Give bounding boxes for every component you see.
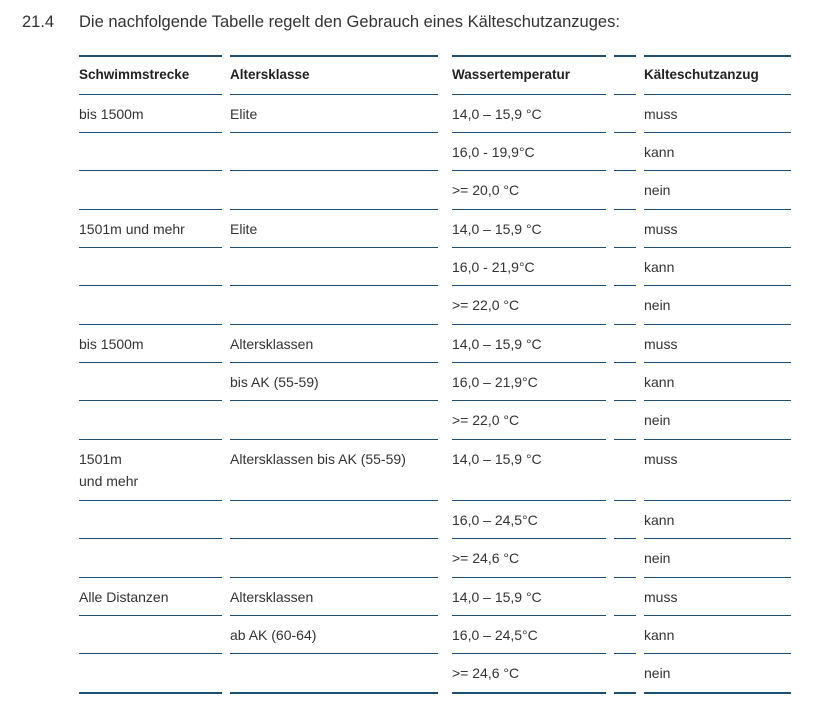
- table-cell-temp: 14,0 – 15,9 °C: [452, 106, 542, 122]
- table-cell-age: bis AK (55-59): [230, 374, 319, 390]
- table-cell-temp: 14,0 – 15,9 °C: [452, 221, 542, 237]
- row-rule: [614, 170, 636, 171]
- header-rule: [614, 94, 636, 95]
- header-rule: [644, 94, 791, 95]
- table-top-rule: [614, 55, 636, 57]
- row-rule: [452, 615, 606, 616]
- row-rule: [452, 209, 606, 210]
- row-rule: [452, 170, 606, 171]
- table-cell-temp: 16,0 – 24,5°C: [452, 512, 538, 528]
- row-rule: [644, 439, 791, 440]
- row-rule: [230, 324, 438, 325]
- table-cell-suit: nein: [644, 182, 671, 198]
- row-rule: [452, 400, 606, 401]
- row-rule: [614, 132, 636, 133]
- row-rule: [452, 132, 606, 133]
- row-rule: [452, 577, 606, 578]
- table-cell-distance: 1501m und mehr: [79, 451, 139, 489]
- row-rule: [79, 247, 222, 248]
- row-rule: [79, 324, 222, 325]
- table-cell-suit: nein: [644, 412, 671, 428]
- table-cell-suit: muss: [644, 589, 678, 605]
- table-cell-age: Altersklassen: [230, 336, 314, 352]
- table-cell-distance: bis 1500m: [79, 106, 144, 122]
- table-cell-suit: kann: [644, 512, 675, 528]
- row-rule: [614, 362, 636, 363]
- section-number: 21.4: [22, 13, 55, 31]
- table-bottom-rule: [452, 692, 606, 694]
- row-rule: [79, 653, 222, 654]
- row-rule: [79, 362, 222, 363]
- table-cell-suit: nein: [644, 665, 671, 681]
- table-cell-suit: nein: [644, 550, 671, 566]
- row-rule: [230, 653, 438, 654]
- header-rule: [452, 94, 606, 95]
- row-rule: [230, 285, 438, 286]
- table-cell-temp: >= 22,0 °C: [452, 297, 520, 313]
- table-cell-suit: muss: [644, 106, 678, 122]
- table-cell-suit: nein: [644, 297, 671, 313]
- row-rule: [79, 170, 222, 171]
- row-rule: [614, 400, 636, 401]
- row-rule: [452, 439, 606, 440]
- table-cell-temp: 16,0 – 21,9°C: [452, 374, 538, 390]
- row-rule: [644, 362, 791, 363]
- row-rule: [79, 538, 222, 539]
- row-rule: [644, 170, 791, 171]
- table-cell-temp: >= 22,0 °C: [452, 412, 520, 428]
- row-rule: [79, 400, 222, 401]
- row-rule: [452, 362, 606, 363]
- table-cell-suit: muss: [644, 336, 678, 352]
- table-bottom-rule: [644, 692, 791, 694]
- table-cell-temp: 16,0 – 24,5°C: [452, 627, 538, 643]
- row-rule: [230, 247, 438, 248]
- table-cell-suit: muss: [644, 451, 678, 467]
- column-header: Kälteschutzanzug: [644, 67, 759, 82]
- table-cell-age: Elite: [230, 106, 258, 122]
- row-rule: [614, 653, 636, 654]
- row-rule: [614, 324, 636, 325]
- row-rule: [614, 247, 636, 248]
- row-rule: [614, 615, 636, 616]
- row-rule: [644, 500, 791, 501]
- row-rule: [614, 439, 636, 440]
- row-rule: [644, 132, 791, 133]
- row-rule: [452, 285, 606, 286]
- row-rule: [230, 615, 438, 616]
- row-rule: [452, 538, 606, 539]
- row-rule: [230, 362, 438, 363]
- row-rule: [79, 500, 222, 501]
- table-cell-age: Altersklassen bis AK (55-59): [230, 451, 406, 467]
- row-rule: [644, 247, 791, 248]
- table-cell-temp: 16,0 - 19,9°C: [452, 144, 535, 160]
- row-rule: [614, 500, 636, 501]
- row-rule: [79, 132, 222, 133]
- table-cell-distance: 1501m und mehr: [79, 221, 185, 237]
- column-header: Wassertemperatur: [452, 67, 571, 82]
- row-rule: [644, 209, 791, 210]
- row-rule: [644, 538, 791, 539]
- table-cell-suit: kann: [644, 627, 675, 643]
- table-bottom-rule: [230, 692, 438, 694]
- table-top-rule: [230, 55, 438, 57]
- row-rule: [614, 209, 636, 210]
- header-rule: [79, 94, 222, 95]
- row-rule: [79, 209, 222, 210]
- column-header: Schwimmstrecke: [79, 67, 190, 82]
- section-intro: Die nachfolgende Tabelle regelt den Gebrauch eines Kälteschutzanzuges:: [79, 13, 620, 31]
- table-bottom-rule: [79, 692, 222, 694]
- row-rule: [230, 577, 438, 578]
- row-rule: [644, 324, 791, 325]
- row-rule: [614, 285, 636, 286]
- row-rule: [230, 170, 438, 171]
- row-rule: [452, 500, 606, 501]
- table-cell-suit: muss: [644, 221, 678, 237]
- table-cell-temp: 14,0 – 15,9 °C: [452, 589, 542, 605]
- table-cell-temp: >= 20,0 °C: [452, 182, 520, 198]
- row-rule: [452, 653, 606, 654]
- row-rule: [644, 400, 791, 401]
- table-cell-suit: kann: [644, 144, 675, 160]
- row-rule: [644, 285, 791, 286]
- row-rule: [230, 132, 438, 133]
- row-rule: [452, 247, 606, 248]
- table-cell-temp: 14,0 – 15,9 °C: [452, 336, 542, 352]
- row-rule: [644, 577, 791, 578]
- table-cell-age: ab AK (60-64): [230, 627, 317, 643]
- row-rule: [79, 615, 222, 616]
- row-rule: [644, 615, 791, 616]
- table-cell-age: Elite: [230, 221, 258, 237]
- table-cell-age: Altersklassen: [230, 589, 314, 605]
- table-top-rule: [452, 55, 606, 57]
- table-cell-distance: bis 1500m: [79, 336, 144, 352]
- row-rule: [230, 500, 438, 501]
- table-cell-temp: >= 24,6 °C: [452, 550, 520, 566]
- row-rule: [614, 577, 636, 578]
- table-cell-temp: 14,0 – 15,9 °C: [452, 451, 542, 467]
- table-cell-distance: Alle Distanzen: [79, 589, 169, 605]
- column-header: Altersklasse: [230, 67, 310, 82]
- row-rule: [230, 400, 438, 401]
- table-bottom-rule: [614, 692, 636, 694]
- table-top-rule: [644, 55, 791, 57]
- row-rule: [79, 577, 222, 578]
- row-rule: [230, 209, 438, 210]
- table-top-rule: [79, 55, 222, 57]
- table-cell-suit: kann: [644, 374, 675, 390]
- row-rule: [79, 439, 222, 440]
- header-rule: [230, 94, 438, 95]
- row-rule: [452, 324, 606, 325]
- row-rule: [644, 653, 791, 654]
- row-rule: [230, 439, 438, 440]
- row-rule: [614, 538, 636, 539]
- table-cell-temp: >= 24,6 °C: [452, 665, 520, 681]
- row-rule: [230, 538, 438, 539]
- table-cell-temp: 16,0 - 21,9°C: [452, 259, 535, 275]
- row-rule: [79, 285, 222, 286]
- table-cell-suit: kann: [644, 259, 675, 275]
